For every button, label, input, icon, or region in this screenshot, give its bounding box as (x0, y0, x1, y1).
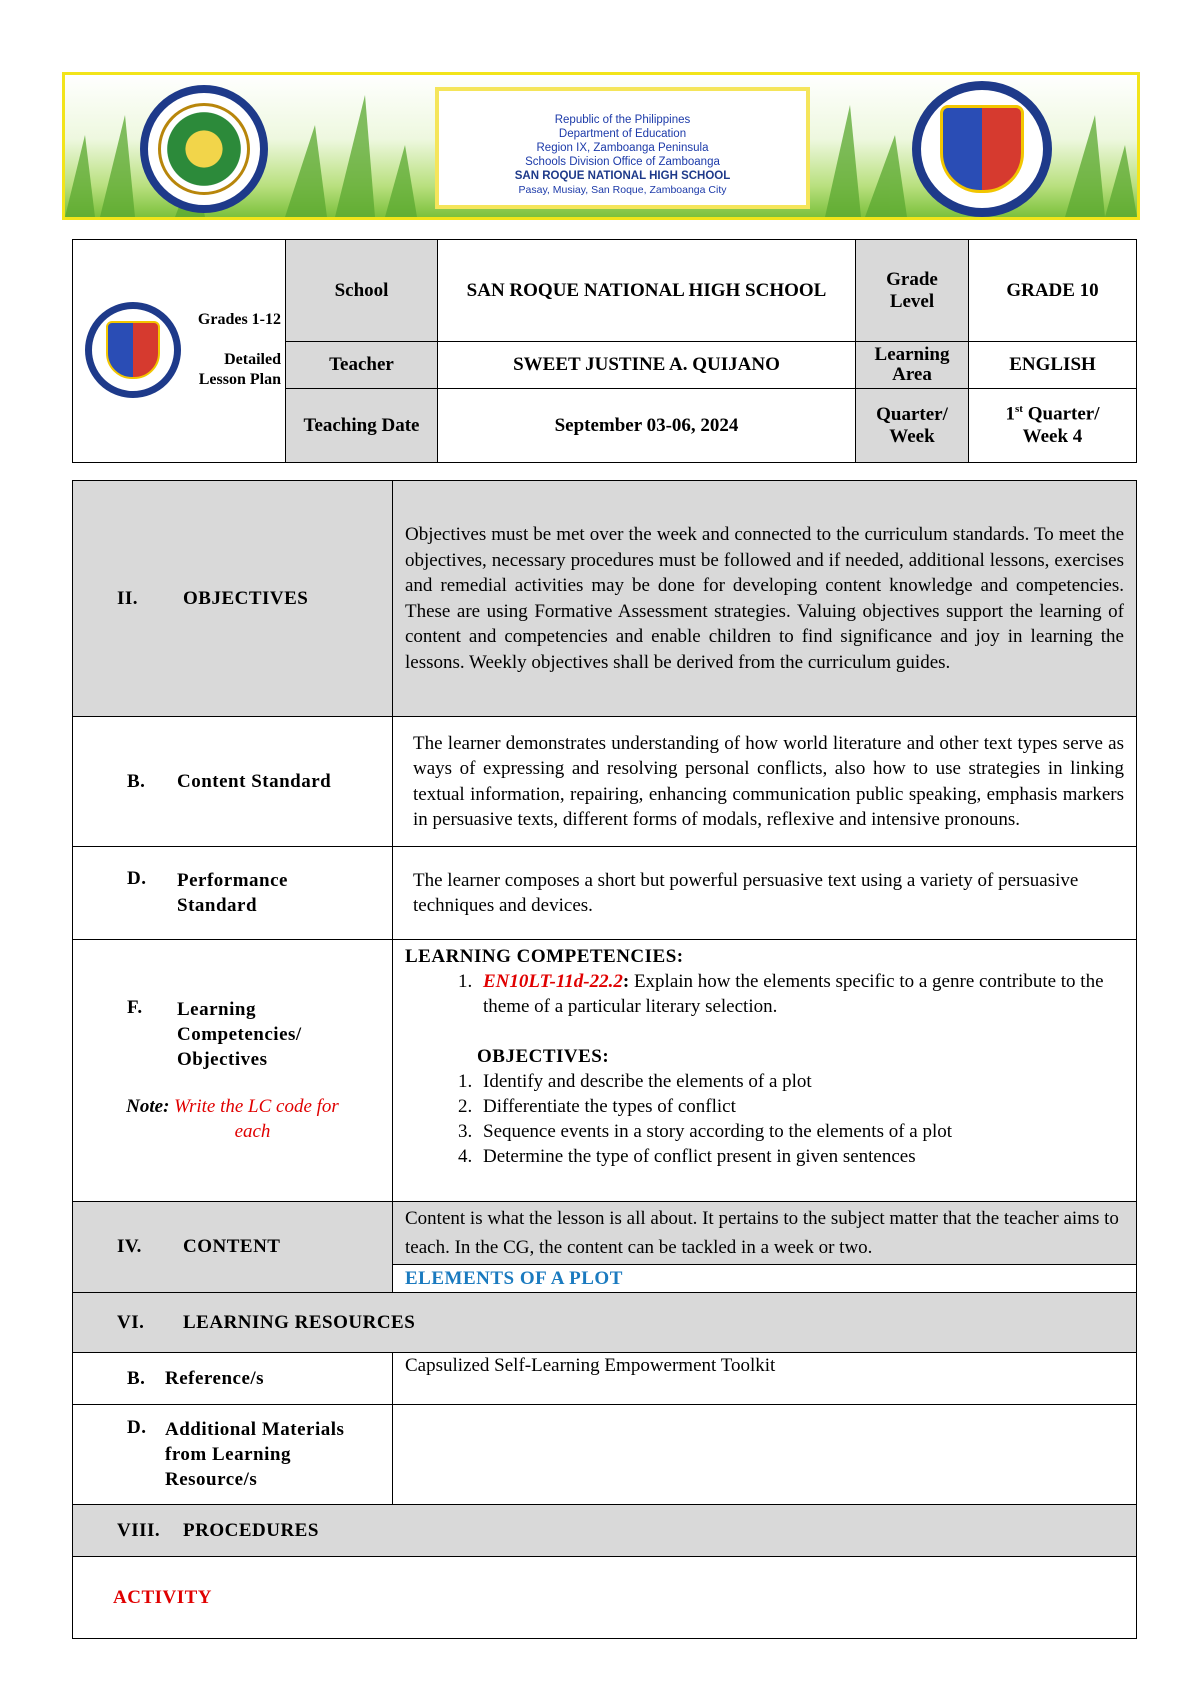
content-label-cell (73, 1202, 393, 1293)
plan-label-2: Lesson Plan (198, 371, 281, 388)
banner-line: Republic of the Philippines (554, 114, 691, 126)
objective-item: 4. Determine the type of conflict present in given sentences (477, 1144, 1124, 1169)
grade-level-value: GRADE 10 (969, 240, 1137, 342)
quarter-week-value: 1st Quarter/ Week 4 (969, 389, 1137, 463)
objective-item: 3. Sequence events in a story according to the elements of a plot (477, 1119, 1124, 1144)
content-standard-text: The learner demonstrates understanding of how world literature and other text types serve as ways of expressing and resolving personal conflicts, also how to use strategies in linking textual information, repairing, enhancing communication public speaking, emphasis markers in persuasive texts, different forms of modals, reflexive and intensive pronouns. (393, 717, 1137, 847)
lesson-plan-table (72, 480, 1137, 1639)
content-label: CONTENT (183, 1236, 281, 1257)
objective-item: 2. Differentiate the types of conflict (477, 1094, 1124, 1119)
school-value: SAN ROQUE NATIONAL HIGH SCHOOL (438, 240, 856, 342)
objectives-label: OBJECTIVES (183, 587, 309, 609)
activity-cell (73, 1557, 1137, 1639)
resources-num: VI. (117, 1311, 145, 1333)
objective-item: 1. Identify and describe the elements of a plot (477, 1069, 1124, 1094)
lc-text: Explain how the elements specific to a genre contribute to the theme of a particular literary selection. (483, 971, 1104, 1017)
banner-line: Department of Education (558, 128, 687, 140)
grade-level-label: Grade Level (856, 240, 969, 342)
resources-label: LEARNING RESOURCES (183, 1311, 416, 1333)
performance-standard-letter: D. (127, 868, 147, 889)
teacher-value: SWEET JUSTINE A. QUIJANO (438, 342, 856, 389)
deped-seal (912, 81, 1052, 217)
reference-value: Capsulized Self-Learning Empowerment Toolkit (393, 1353, 1137, 1405)
procedures-num: VIII. (117, 1519, 161, 1541)
content-standard-label: Content Standard (177, 770, 332, 792)
grades-label: Grades 1-12 (197, 311, 281, 328)
learning-area-value: ENGLISH (969, 342, 1137, 389)
performance-standard-text: The learner composes a short but powerful persuasive text using a variety of persuasive techniques and devices. (393, 847, 1137, 940)
objectives-heading: OBJECTIVES: (477, 1046, 610, 1067)
lc-heading: LEARNING COMPETENCIES: (405, 946, 684, 967)
learning-resources-header (73, 1293, 1137, 1353)
performance-standard-label-1: Performance (177, 870, 288, 891)
reference-letter: B. (127, 1367, 146, 1389)
procedures-header (73, 1505, 1137, 1557)
banner-text-box (435, 87, 810, 209)
deped-small-seal (85, 302, 181, 398)
learning-area-label: Learning Area (856, 342, 969, 389)
lc-code-note: Note: Write the LC code for each (126, 1096, 339, 1142)
header-info-table (72, 239, 1137, 463)
school-label: School (286, 240, 438, 342)
teacher-label: Teacher (286, 342, 438, 389)
banner-school-name: SAN ROQUE NATIONAL HIGH SCHOOL (514, 170, 731, 182)
content-standard-label-cell (73, 717, 393, 847)
content-num: IV. (117, 1236, 142, 1257)
lc-code: EN10LT-11d-22.2 (483, 971, 623, 992)
banner-address: Pasay, Musiay, San Roque, Zamboanga City (518, 184, 727, 196)
competencies-letter: F. (127, 997, 143, 1018)
objectives-text: Objectives must be met over the week and connected to the curriculum standards. To meet the objectives, necessary procedures must be followed and if needed, additional lessons, exercises and remedial activities may be done for developing content knowledge and competencies. These are using Formative Assessment strategies. Valuing objectives support the learning of content and competencies and enable children to find significance and joy in learning the lessons. Weekly objectives shall be derived from the curriculum guides. (393, 481, 1137, 717)
lc-item: 1. EN10LT-11d-22.2: Explain how the elements specific to a genre contribute to the theme of a particular literary selection. (477, 969, 1124, 1019)
performance-standard-label-2: Standard (177, 895, 258, 916)
procedures-label: PROCEDURES (183, 1519, 319, 1541)
objectives-label-cell (73, 481, 393, 717)
banner-line: Region IX, Zamboanga Peninsula (536, 142, 709, 154)
competencies-label-cell: F. Learning Competencies/ Objectives Note: Write the LC code for each (73, 940, 393, 1202)
performance-standard-label-cell (73, 847, 393, 940)
banner-line: Schools Division Office of Zamboanga (525, 156, 720, 168)
content-text: Content is what the lesson is all about. It pertains to the subject matter that the teacher aims to teach. In the CG, the content can be tackled in a week or two. (393, 1202, 1137, 1265)
additional-letter: D. (127, 1417, 147, 1438)
additional-materials-value (393, 1405, 1137, 1505)
quarter-week-label: Quarter/ Week (856, 389, 969, 463)
competencies-content-cell (393, 940, 1137, 1202)
objectives-num: II. (117, 587, 139, 609)
logo-cell (73, 240, 286, 463)
content-standard-letter: B. (127, 770, 146, 792)
activity-label: ACTIVITY (113, 1586, 213, 1608)
school-seal (140, 85, 268, 213)
reference-label: Reference/s (165, 1367, 265, 1389)
header-banner (62, 72, 1140, 220)
teaching-date-value: September 03-06, 2024 (438, 389, 856, 463)
content-topic: ELEMENTS OF A PLOT (393, 1265, 1137, 1293)
reference-label-cell (73, 1353, 393, 1405)
teaching-date-label: Teaching Date (286, 389, 438, 463)
plan-label-1: Detailed (224, 351, 281, 368)
additional-materials-label-cell: D. Additional Materials from Learning Resource/s (73, 1405, 393, 1505)
